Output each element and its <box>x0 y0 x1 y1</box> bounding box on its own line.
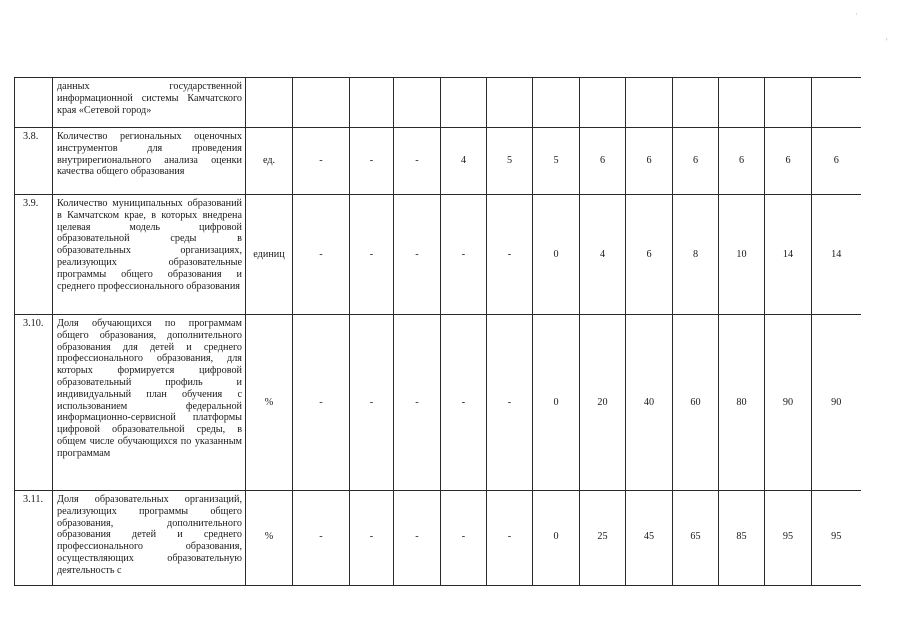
value-cell: - <box>293 195 350 315</box>
value-cell <box>394 78 441 128</box>
indicator-name-cell: Доля обучающихся по программам общего образования, дополнительного образования для детей и среднего профессионального образования, для которых формируется цифровой образовательный профиль и индивидуальный план обучения с использованием федеральной информационно-сервисной платформы цифровой образовательной среды, в общем числе обучающихся по указанным программам <box>53 315 246 491</box>
table-row <box>15 315 861 491</box>
value-cell: - <box>441 315 487 491</box>
indicator-name-cell: Количество региональных оценочных инструментов для проведения внутрирегионального анализа оценки качества общего образования <box>53 128 246 195</box>
value-cell: 95 <box>812 491 861 586</box>
value-cell: 6 <box>626 195 673 315</box>
value-cell: 20 <box>580 315 626 491</box>
unit-cell: % <box>246 315 293 491</box>
value-cell: 6 <box>580 128 626 195</box>
value-cell: 6 <box>765 128 812 195</box>
value-cell: - <box>441 195 487 315</box>
table-row <box>15 491 861 586</box>
value-cell: - <box>394 195 441 315</box>
value-cell: 40 <box>626 315 673 491</box>
value-cell: - <box>350 195 394 315</box>
row-number-cell: 3.10. <box>15 315 53 491</box>
value-cell: 0 <box>533 491 580 586</box>
scan-speck: ʹ <box>886 37 888 46</box>
value-cell: 5 <box>487 128 533 195</box>
value-cell <box>765 78 812 128</box>
value-cell: - <box>350 491 394 586</box>
value-cell: 90 <box>765 315 812 491</box>
value-cell: 25 <box>580 491 626 586</box>
table-row <box>15 78 861 128</box>
row-number-cell: 3.9. <box>15 195 53 315</box>
value-cell: 90 <box>812 315 861 491</box>
row-number-cell: 3.11. <box>15 491 53 586</box>
scan-speck: · <box>855 10 858 19</box>
value-cell: - <box>441 491 487 586</box>
value-cell: - <box>350 315 394 491</box>
value-cell: 65 <box>673 491 719 586</box>
value-cell: - <box>487 195 533 315</box>
value-cell: - <box>293 128 350 195</box>
value-cell <box>350 78 394 128</box>
value-cell <box>673 78 719 128</box>
indicator-name-cell: данных государственной информационной системы Камчатского края «Сетевой город» <box>53 78 246 128</box>
value-cell: - <box>487 315 533 491</box>
value-cell: 14 <box>765 195 812 315</box>
value-cell: 5 <box>533 128 580 195</box>
value-cell <box>533 78 580 128</box>
indicator-name-cell: Количество муниципальных образований в Камчатском крае, в которых внедрена целевая модель цифровой образовательной среды в образовательных организациях, реализующих образовательные программы общего образования и среднего профессионального образования <box>53 195 246 315</box>
value-cell: 4 <box>580 195 626 315</box>
table-row <box>15 128 861 195</box>
value-cell: 4 <box>441 128 487 195</box>
value-cell: 14 <box>812 195 861 315</box>
value-cell: 60 <box>673 315 719 491</box>
value-cell: 0 <box>533 315 580 491</box>
value-cell: - <box>293 491 350 586</box>
row-number-cell: 3.8. <box>15 128 53 195</box>
indicator-name-cell: Доля образовательных организаций, реализующих программы общего образования, дополнительного образования детей и среднего профессионального образования, осуществляющих образовательную деятельность с <box>53 491 246 586</box>
value-cell: 0 <box>533 195 580 315</box>
value-cell: 45 <box>626 491 673 586</box>
value-cell <box>441 78 487 128</box>
value-cell: - <box>394 491 441 586</box>
value-cell: - <box>487 491 533 586</box>
value-cell: 85 <box>719 491 765 586</box>
value-cell <box>719 78 765 128</box>
value-cell <box>580 78 626 128</box>
indicators-table <box>14 77 861 586</box>
value-cell <box>293 78 350 128</box>
value-cell: 6 <box>812 128 861 195</box>
value-cell: 8 <box>673 195 719 315</box>
value-cell: - <box>350 128 394 195</box>
value-cell: 95 <box>765 491 812 586</box>
value-cell: - <box>394 128 441 195</box>
value-cell: - <box>293 315 350 491</box>
unit-cell <box>246 78 293 128</box>
value-cell: 10 <box>719 195 765 315</box>
unit-cell: единиц <box>246 195 293 315</box>
unit-cell: ед. <box>246 128 293 195</box>
value-cell <box>487 78 533 128</box>
value-cell: - <box>394 315 441 491</box>
value-cell: 80 <box>719 315 765 491</box>
value-cell <box>626 78 673 128</box>
value-cell: 6 <box>719 128 765 195</box>
value-cell: 6 <box>673 128 719 195</box>
value-cell <box>812 78 861 128</box>
table-row <box>15 195 861 315</box>
row-number-cell <box>15 78 53 128</box>
value-cell: 6 <box>626 128 673 195</box>
unit-cell: % <box>246 491 293 586</box>
